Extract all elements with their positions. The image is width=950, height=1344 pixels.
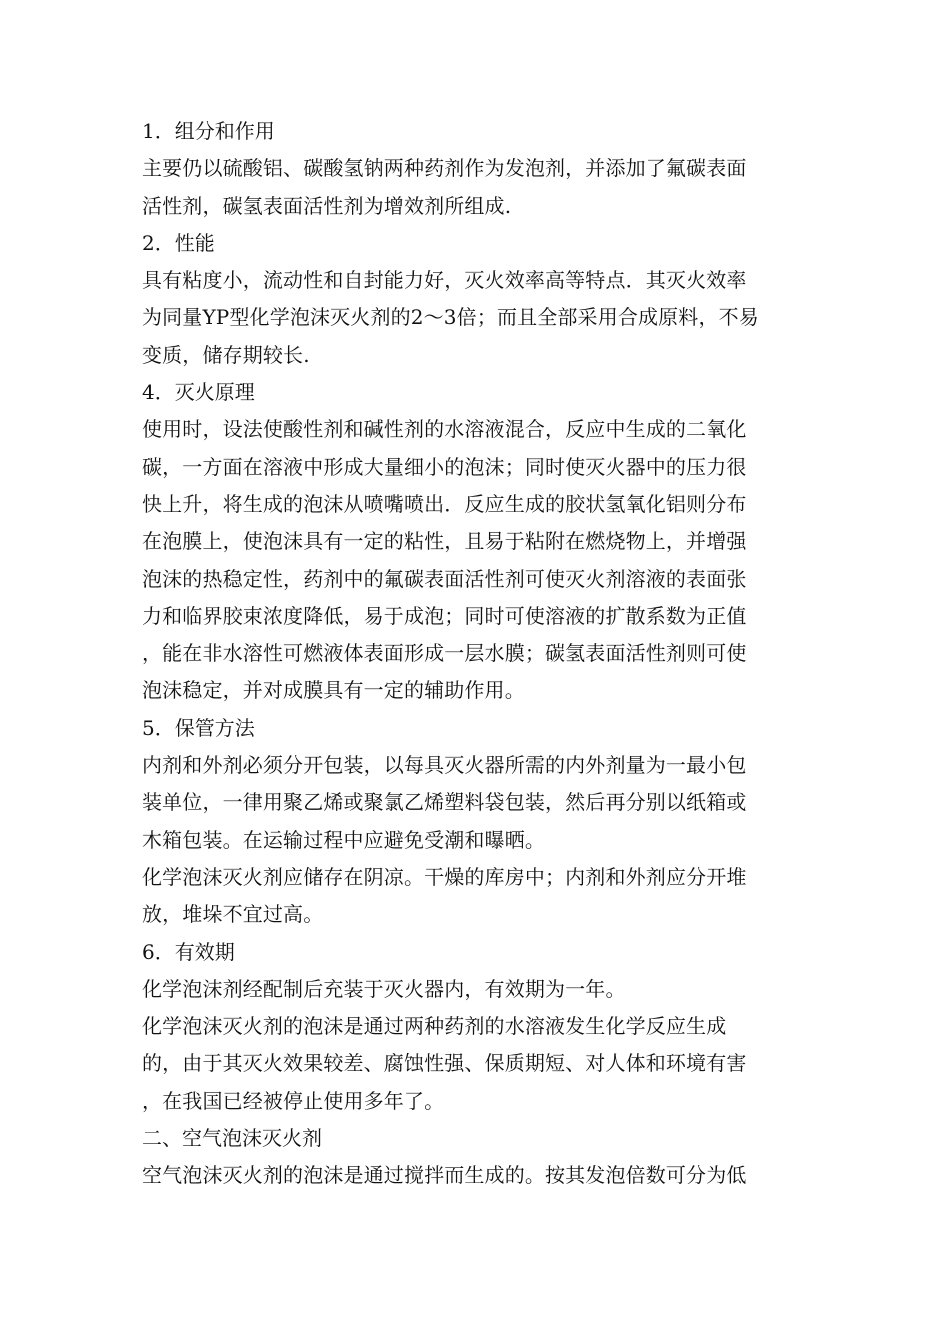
paragraph-line: 在泡膜上，使泡沫具有一定的粘性，且易于粘附在燃烧物上，并增强	[142, 529, 747, 554]
section-heading-air-foam: 二、空气泡沫灭火剂	[142, 1126, 322, 1151]
document-body	[142, 113, 812, 1195]
paragraph-line: 木箱包装。在运输过程中应避免受潮和曝晒。	[142, 827, 545, 852]
paragraph-line: 具有粘度小，流动性和自封能力好，灭火效率高等特点．其灭火效率	[142, 268, 747, 293]
paragraph-line: 快上升，将生成的泡沫从喷嘴喷出．反应生成的胶状氢氧化铝则分布	[142, 491, 747, 516]
section-heading-composition: 1．组分和作用	[142, 119, 275, 143]
paragraph-line: 主要仍以硫酸铝、碳酸氢钠两种药剂作为发泡剂，并添加了氟碳表面	[142, 156, 747, 181]
paragraph-line: 泡沫稳定，并对成膜具有一定的辅助作用。	[142, 678, 525, 703]
paragraph-line: 空气泡沫灭火剂的泡沫是通过搅拌而生成的。按其发泡倍数可分为低	[142, 1163, 747, 1188]
section-heading-principle: 4．灭火原理	[142, 380, 255, 405]
paragraph-line: ，能在非水溶性可燃液体表面形成一层水膜；碳氢表面活性剂则可使	[142, 641, 747, 666]
paragraph-line: 泡沫的热稳定性，药剂中的氟碳表面活性剂可使灭火剂溶液的表面张	[142, 566, 747, 591]
paragraph-line: 变质，储存期较长.	[142, 342, 310, 367]
paragraph-line: 的，由于其灭火效果较差、腐蚀性强、保质期短、对人体和环境有害	[142, 1051, 747, 1076]
paragraph-line: 内剂和外剂必须分开包装，以每具灭火器所需的内外剂量为一最小包	[142, 753, 747, 778]
paragraph-line: 化学泡沫灭火剂的泡沫是通过两种药剂的水溶液发生化学反应生成	[142, 1014, 727, 1039]
paragraph-line: ，在我国已经被停止使用多年了。	[142, 1088, 445, 1113]
section-heading-performance: 2．性能	[142, 230, 215, 255]
paragraph-line: 力和临界胶束浓度降低，易于成泡；同时可使溶液的扩散系数为正值	[142, 603, 747, 628]
paragraph-line: 化学泡沫灭火剂应储存在阴凉。干燥的库房中；内剂和外剂应分开堆	[142, 864, 747, 889]
paragraph-line: 为同量YP型化学泡沫灭火剂的2～3倍；而且全部采用合成原料，不易	[142, 305, 759, 330]
paragraph-line: 活性剂，碳氢表面活性剂为增效剂所组成.	[142, 193, 512, 218]
section-heading-validity: 6．有效期	[142, 939, 235, 964]
paragraph-line: 装单位，一律用聚乙烯或聚氯乙烯塑料袋包装，然后再分别以纸箱或	[142, 790, 747, 815]
paragraph-line: 化学泡沫剂经配制后充装于灭火器内，有效期为一年。	[142, 976, 626, 1001]
paragraph-line: 碳，一方面在溶液中形成大量细小的泡沫；同时使灭火器中的压力很	[142, 454, 747, 479]
paragraph-line: 放，堆垛不宜过高。	[142, 902, 324, 927]
paragraph-line: 使用时，设法使酸性剂和碱性剂的水溶液混合，反应中生成的二氧化	[142, 417, 747, 442]
section-heading-storage: 5．保管方法	[142, 715, 255, 740]
